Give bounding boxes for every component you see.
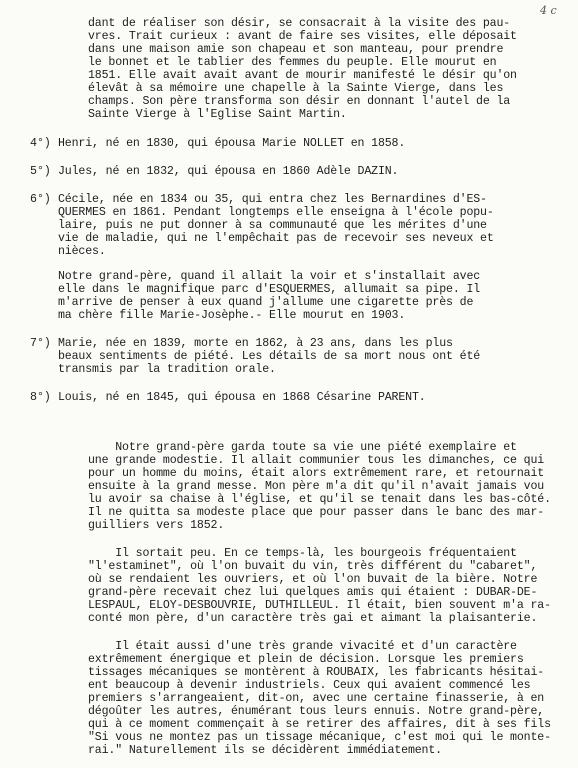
text-line: grand-père recevait chez lui quelques amis qui étaient : DUBAR-DE- bbox=[88, 586, 538, 599]
text-line: Sainte Vierge à l'Eglise Saint Martin. bbox=[88, 108, 347, 121]
text-line: laire, puis ne put donner à sa communauté que les mérites d'une bbox=[58, 219, 487, 232]
text-line: vres. Trait curieux : avant de faire ses visites, elle déposait bbox=[88, 30, 517, 43]
text-line: beaux sentiments de piété. Les détails de sa mort nous ont été bbox=[58, 350, 481, 363]
text-line: dant de réaliser son désir, se consacrait à la visite des pau- bbox=[88, 17, 511, 30]
text-line: guilliers vers 1852. bbox=[88, 519, 225, 532]
text-line: Il sortait peu. En ce temps-là, les bourgeois fréquentaient bbox=[88, 547, 517, 560]
text-line: "Si vous ne montez pas un tissage mécanique, c'est moi qui le monte- bbox=[88, 731, 551, 744]
text-line: extrêmement énergique et plein de décision. Lorsque les premiers bbox=[88, 653, 524, 666]
list-number: 4°) bbox=[30, 137, 51, 150]
text-line: pour un homme du moins, était alors extrêmement rare, et retournait bbox=[88, 467, 545, 480]
text-line: 1851. Elle avait avait avant de mourir manifesté le désir qu'on bbox=[88, 69, 517, 82]
text-line: Marie, née en 1839, morte en 1862, à 23 ans, dans les plus bbox=[58, 337, 453, 350]
list-number: 6°) bbox=[30, 193, 51, 206]
text-line: QUERMES en 1861. Pendant longtemps elle enseigna à l'école popu- bbox=[58, 206, 494, 219]
text-line: Notre grand-père, quand il allait la voir et s'installait avec bbox=[58, 270, 481, 283]
text-line: Henri, né en 1830, qui épousa Marie NOLLET en 1858. bbox=[58, 137, 406, 150]
text-line: champs. Son père transforma son désir en donnant l'autel de la bbox=[88, 95, 511, 108]
text-line: élevât à sa mémoire une chapelle à la Sainte Vierge, dans les bbox=[88, 82, 504, 95]
text-line: LESPAUL, ELOY-DESBOUVRIE, DUTHILLEUL. Il était, bien souvent m'a ra- bbox=[88, 599, 551, 612]
text-line: nièces. bbox=[58, 245, 106, 258]
text-line: rai." Naturellement ils se décidèrent immédiatement. bbox=[88, 744, 442, 757]
text-line: "l'estaminet", où l'on buvait du vin, très différent du "cabaret", bbox=[88, 560, 538, 573]
list-number: 8°) bbox=[30, 391, 51, 404]
text-line: dégoûter les autres, énumérant tous leurs ennuis. Notre grand-père, bbox=[88, 705, 545, 718]
text-line: Jules, né en 1832, qui épousa en 1860 Adèle DAZIN. bbox=[58, 165, 399, 178]
text-line: ent beaucoup à devenir industriels. Ceux qui avaient commencé les bbox=[88, 679, 531, 692]
text-line: qui à ce moment commençait à se retirer des affaires, dit à ses fils bbox=[88, 718, 551, 731]
text-line: premiers s'arrangeaient, dit-on, avec une certaine finasserie, à en bbox=[88, 692, 545, 705]
text-line: le bonnet et le tablier des femmes du peuple. Elle mourut en bbox=[88, 56, 497, 69]
text-line: une grande modestie. Il allait communier tous les dimanches, ce qui bbox=[88, 454, 545, 467]
text-line: Il était aussi d'une très grande vivacité et d'un caractère bbox=[88, 640, 517, 653]
text-line: ma chère fille Marie-Josèphe.- Elle mourut en 1903. bbox=[58, 309, 406, 322]
list-number: 7°) bbox=[30, 337, 51, 350]
text-line: lu avoir sa chaise à l'église, et qu'il se tenait dans les bas-côté. bbox=[88, 493, 551, 506]
text-line: conté mon père, d'un caractère très gai et aimant la plaisanterie. bbox=[88, 612, 538, 625]
text-line: elle dans le magnifique parc d'ESQUERMES, allumait sa pipe. Il bbox=[58, 283, 481, 296]
page-number-annotation: 4 c bbox=[540, 4, 557, 17]
text-line: ensuite à la grand messe. Mon père m'a dit qu'il n'avait jamais vou bbox=[88, 480, 545, 493]
text-line: tissages mécaniques se montèrent à ROUBAIX, les fabricants hésitai- bbox=[88, 666, 545, 679]
text-line: Louis, né en 1845, qui épousa en 1868 Césarine PARENT. bbox=[58, 391, 426, 404]
text-line: Notre grand-père garda toute sa vie une piété exemplaire et bbox=[88, 441, 517, 454]
text-line: vie de maladie, qui ne l'empêchait pas de recevoir ses neveux et bbox=[58, 232, 494, 245]
text-line: dans une maison amie son chapeau et son manteau, pour prendre bbox=[88, 43, 504, 56]
text-line: Cécile, née en 1834 ou 35, qui entra chez les Bernardines d'ES- bbox=[58, 193, 487, 206]
text-line: où se rendaient les ouvriers, et où l'on buvait de la bière. Notre bbox=[88, 573, 538, 586]
text-line: m'arrive de penser à eux quand j'allume une cigarette près de bbox=[58, 296, 474, 309]
list-number: 5°) bbox=[30, 165, 51, 178]
text-line: Il ne quitta sa modeste place que pour passer dans le banc des mar- bbox=[88, 506, 545, 519]
text-line: transmis par la tradition orale. bbox=[58, 363, 276, 376]
